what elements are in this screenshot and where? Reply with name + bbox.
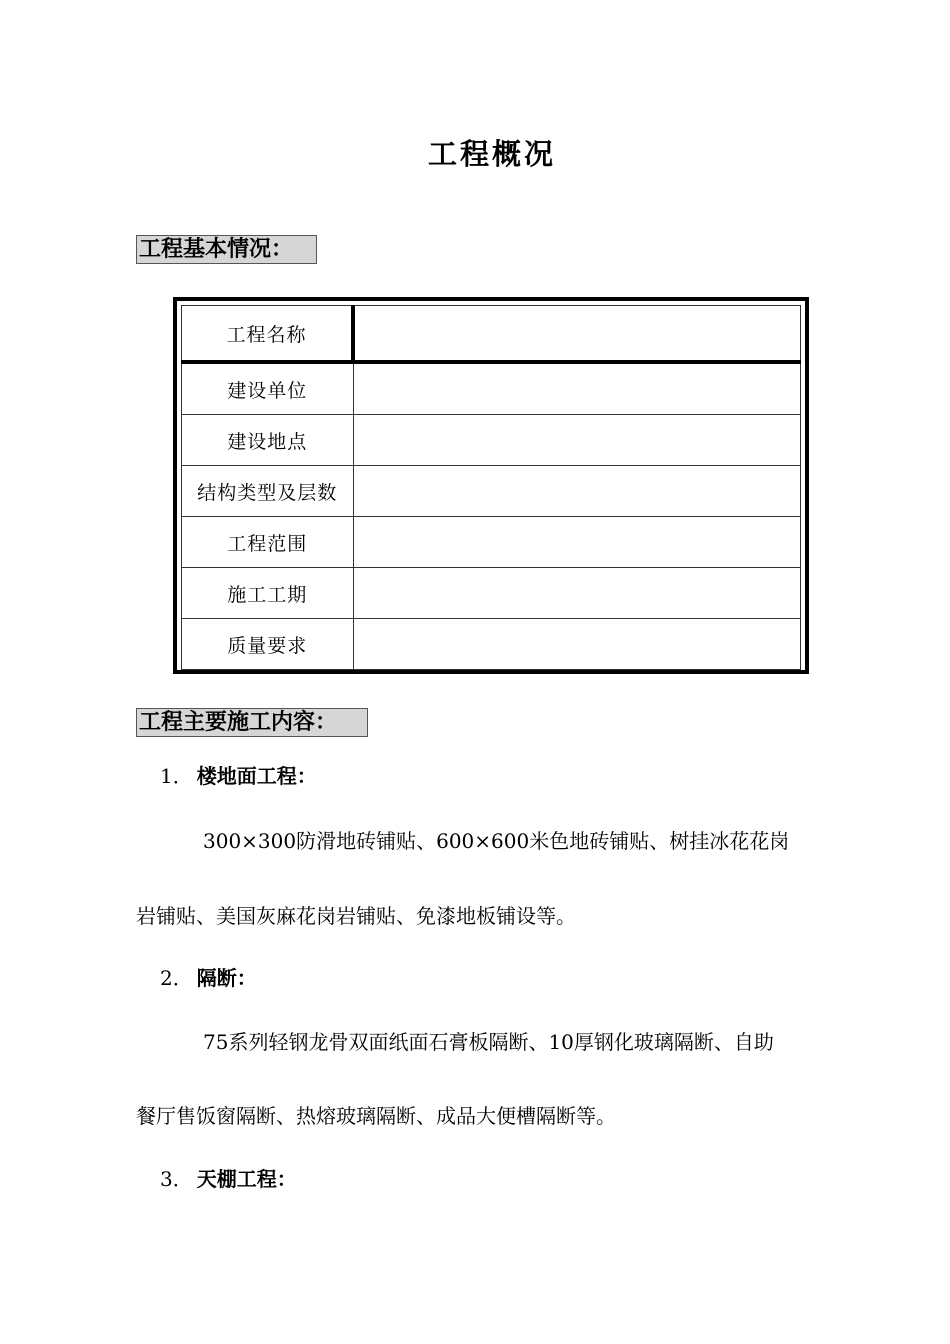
table-row [182,517,801,568]
row-label-scope: 工程范围 [182,517,354,568]
row-label-quality: 质量要求 [182,619,354,670]
item-number: 1． [160,764,193,788]
table-row [182,415,801,466]
row-value-builder[interactable] [353,362,801,415]
page-title: 工程概况 [427,137,556,171]
paragraph-line: 75系列轻钢龙骨双面纸面石膏板隔断、10厚钢化玻璃隔断、自助 [203,1030,774,1054]
paragraph-line: 餐厅售饭窗隔断、热熔玻璃隔断、成品大便槽隔断等。 [136,1104,616,1128]
basic-info-heading: 工程基本情况： [136,235,317,264]
info-table-grid [181,305,801,670]
item-title-ceiling [160,1163,297,1192]
table-row [182,466,801,517]
basic-info-table [173,297,809,674]
table-row [182,306,801,363]
row-value-duration[interactable] [353,568,801,619]
row-label-builder: 建设单位 [182,362,354,415]
table-row [182,568,801,619]
item-title-text: 隔断： [196,966,257,990]
row-label-structure: 结构类型及层数 [182,466,354,517]
table-row [182,362,801,415]
row-value-location[interactable] [353,415,801,466]
row-label-duration: 施工工期 [182,568,354,619]
item-title-text: 楼地面工程： [196,764,317,788]
row-value-project-name[interactable] [353,306,801,363]
item-number: 2． [160,966,193,990]
item-title-text: 天棚工程： [196,1167,297,1191]
paragraph-line: 300×300防滑地砖铺贴、600×600米色地砖铺贴、树挂冰花花岗 [203,829,790,853]
item-number: 3． [160,1167,193,1191]
row-value-structure[interactable] [353,466,801,517]
item-title-flooring [160,760,317,789]
row-value-quality[interactable] [353,619,801,670]
main-content-heading: 工程主要施工内容： [136,708,368,737]
row-label-location: 建设地点 [182,415,354,466]
paragraph-line: 岩铺贴、美国灰麻花岗岩铺贴、免漆地板铺设等。 [136,904,576,928]
table-row [182,619,801,670]
row-label-project-name: 工程名称 [182,306,354,363]
item-title-partition [160,962,257,991]
row-value-scope[interactable] [353,517,801,568]
